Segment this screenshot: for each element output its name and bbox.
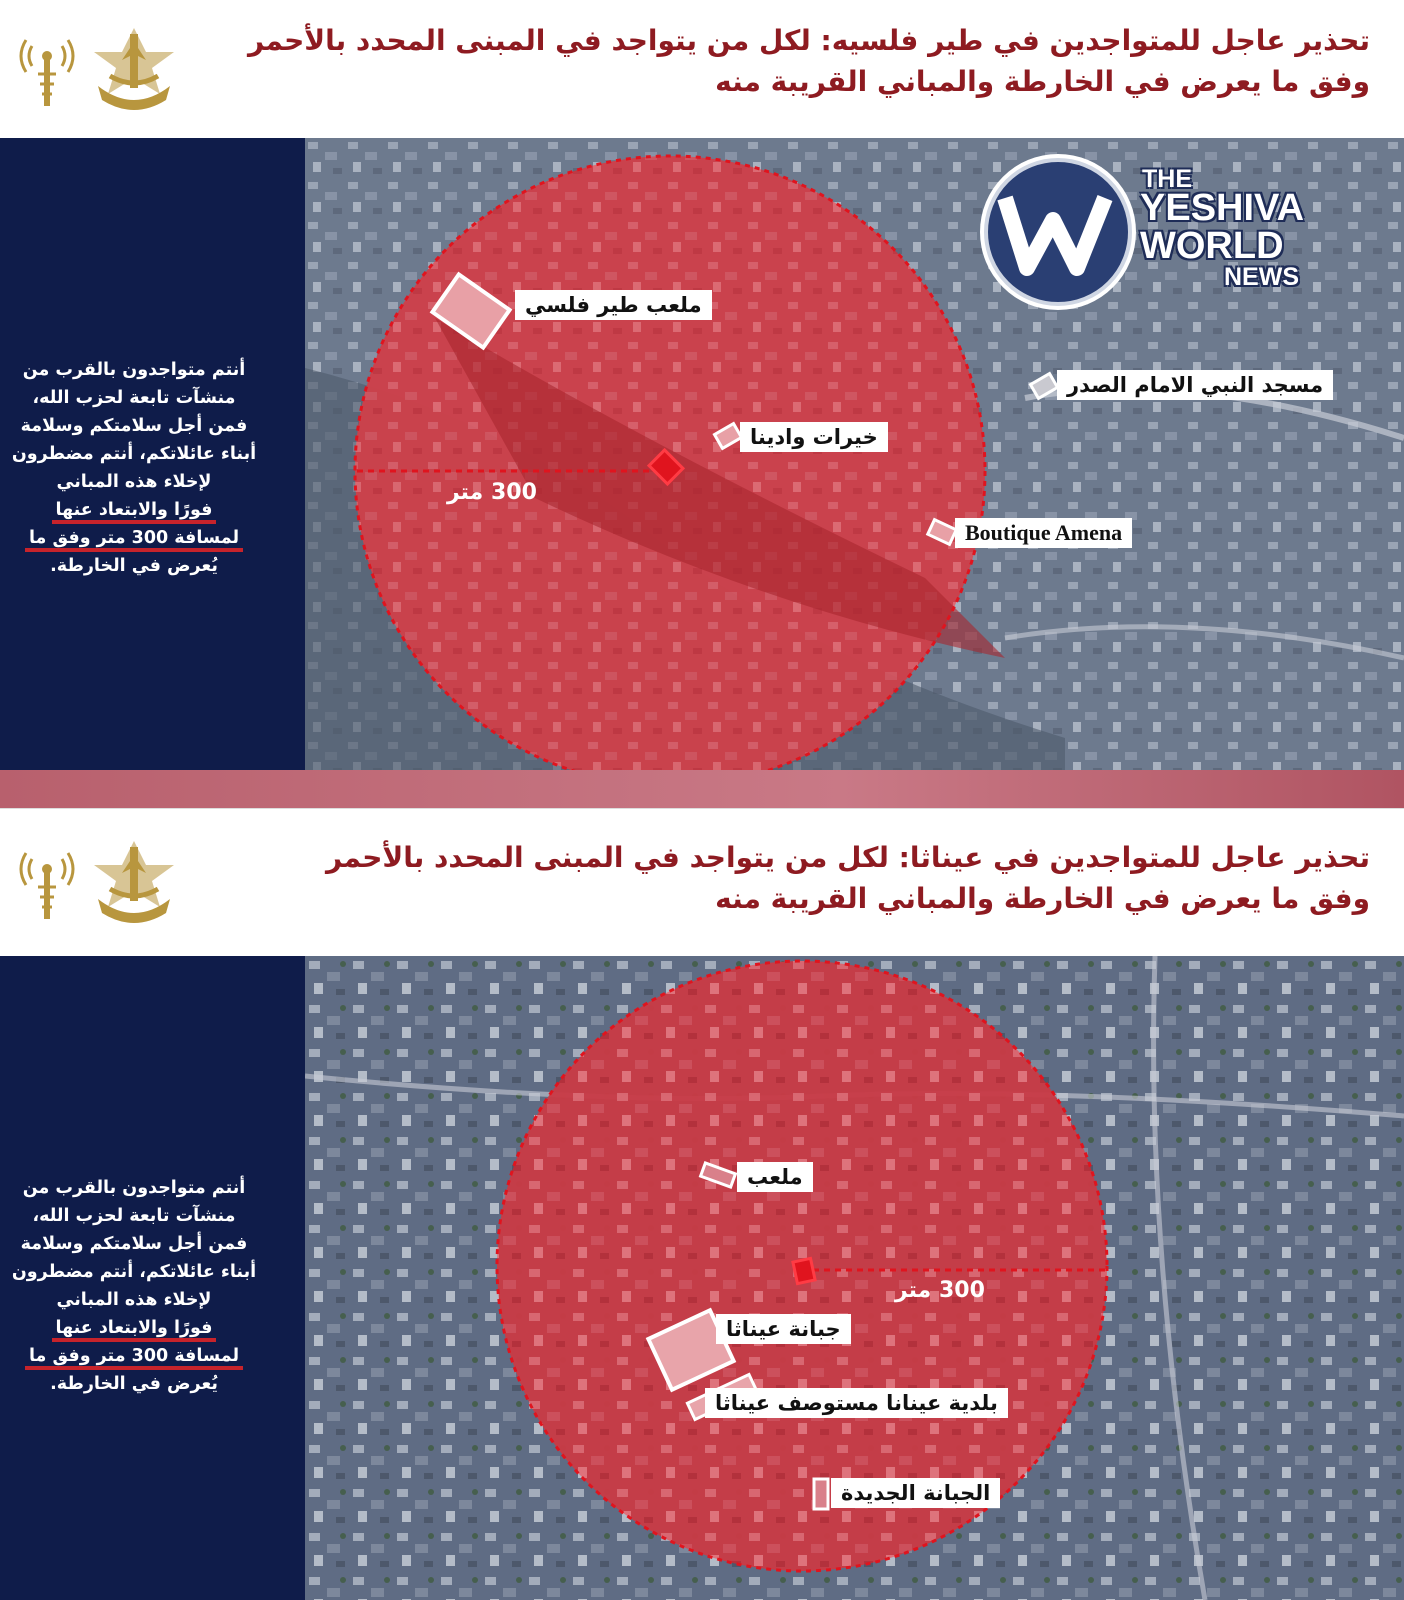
target-building-marker (793, 1258, 815, 1283)
warning-title: تحذير عاجل للمتواجدين في طير فلسيه: لكل من يتواجد في المبنى المحدد بالأحمر وفق ما يعرض في الخارطة والمباني القريبة منه (247, 24, 1370, 98)
watermark-text: THE (1142, 165, 1192, 193)
message-line-underlined: فورًا والابتعاد عنها (52, 500, 217, 524)
panel-divider (0, 770, 1404, 808)
message-line-underlined: فورًا والابتعاد عنها (52, 1318, 217, 1342)
message-line: يُعرض في الخارطة. (50, 556, 218, 576)
side-panel (0, 956, 305, 1600)
message-line: فمن أجل سلامتكم وسلامة (20, 1234, 248, 1254)
evacuation-message (0, 356, 268, 580)
map-label: ملعب (737, 1162, 813, 1192)
map-label: الجبانة الجديدة (831, 1478, 1000, 1508)
evacuation-message (0, 1174, 268, 1398)
message-line: لإخلاء هذه المباني (56, 472, 212, 492)
panel-header (0, 808, 1404, 957)
message-line: منشآت تابعة لحزب الله، (32, 1206, 236, 1226)
side-panel (0, 138, 305, 770)
message-line: منشآت تابعة لحزب الله، (32, 388, 236, 408)
satellite-map (305, 956, 1404, 1600)
site-marker (814, 1479, 828, 1509)
message-line: أبناء عائلاتكم، أنتم مضطرون (11, 1262, 257, 1282)
idf-emblem-icon (88, 837, 180, 925)
map-label: Boutique Amena (955, 518, 1132, 548)
watermark-logo (980, 143, 1320, 303)
radio-tower-icon (12, 26, 82, 110)
warning-panel-tair-filsay (0, 0, 1404, 770)
message-line-underlined: لمسافة 300 متر وفق ما (25, 1346, 243, 1370)
radius-label: 300 متر (447, 480, 537, 505)
radio-tower-icon (12, 839, 82, 923)
map-label: بلدية عينانا مستوصف عيناثا (705, 1388, 1008, 1418)
message-line: يُعرض في الخارطة. (50, 1374, 218, 1394)
message-line: أنتم متواجدون بالقرب من (22, 360, 246, 380)
idf-emblem-icon (88, 24, 180, 112)
map-label: خيرات وادينا (740, 422, 888, 452)
message-line-underlined: لمسافة 300 متر وفق ما (25, 528, 243, 552)
map-label: جبانة عيناثا (716, 1314, 851, 1344)
panel-header (0, 0, 1404, 138)
message-line: أبناء عائلاتكم، أنتم مضطرون (11, 444, 257, 464)
satellite-map (305, 138, 1404, 770)
watermark-text: WORLD (1140, 225, 1284, 267)
warning-panel-aynatha (0, 808, 1404, 1600)
radius-label: 300 متر (895, 1278, 985, 1303)
message-line: أنتم متواجدون بالقرب من (22, 1178, 246, 1198)
warning-title: تحذير عاجل للمتواجدين في عيناثا: لكل من يتواجد في المبنى المحدد بالأحمر وفق ما يعرض في الخارطة والمباني القريبة منه (326, 841, 1370, 915)
map-label: مسجد النبي الامام الصدر (1057, 370, 1333, 400)
watermark-text: NEWS (1224, 263, 1299, 291)
message-line: لإخلاء هذه المباني (56, 1290, 212, 1310)
message-line: فمن أجل سلامتكم وسلامة (20, 416, 248, 436)
watermark-text: YESHIVA (1140, 187, 1305, 229)
map-label: ملعب طير فلسي (515, 290, 712, 320)
